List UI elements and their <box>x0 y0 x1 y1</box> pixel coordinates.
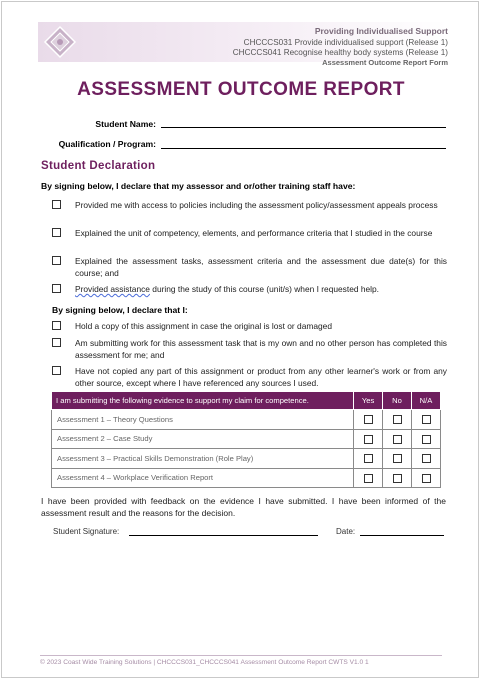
date-label: Date: <box>336 527 356 536</box>
col-na: N/A <box>412 392 441 410</box>
table-header-row <box>52 392 441 410</box>
checkbox[interactable] <box>52 284 61 293</box>
no-checkbox[interactable] <box>393 454 402 463</box>
section-heading: Student Declaration <box>41 160 156 172</box>
date-field[interactable] <box>360 535 444 536</box>
header-unit-title: Providing Individualised Support <box>314 26 448 36</box>
company-logo <box>42 24 78 60</box>
student-name-label: Student Name: <box>95 119 156 129</box>
na-checkbox[interactable] <box>422 435 431 444</box>
yes-checkbox[interactable] <box>364 415 373 424</box>
checkbox[interactable] <box>52 366 61 375</box>
evidence-header: I am submitting the following evidence to support my claim for competence. <box>52 392 354 410</box>
yes-checkbox[interactable] <box>364 435 373 444</box>
declaration-intro-2: By signing below, I declare that I: <box>52 305 188 315</box>
table-row: Assessment 4 – Workplace Verification Report <box>52 468 441 488</box>
header-unit-code-2: CHCCCS041 Recognise healthy body systems (Release 1) <box>232 48 448 57</box>
spellcheck-phrase: Provided assistance <box>75 284 150 294</box>
yes-checkbox[interactable] <box>364 454 373 463</box>
declaration-intro: By signing below, I declare that my assessor and or/other training staff have: <box>41 181 356 191</box>
no-checkbox[interactable] <box>393 474 402 483</box>
checkbox[interactable] <box>52 256 61 265</box>
col-yes: Yes <box>354 392 383 410</box>
signature-label: Student Signature: <box>53 527 120 536</box>
checkbox[interactable] <box>52 321 61 330</box>
table-row: Assessment 3 – Practical Skills Demonstration (Role Play) <box>52 449 441 469</box>
header-form-name: Assessment Outcome Report Form <box>322 58 448 67</box>
footer-divider <box>40 655 442 656</box>
no-checkbox[interactable] <box>393 435 402 444</box>
checkbox[interactable] <box>52 338 61 347</box>
page-title: ASSESSMENT OUTCOME REPORT <box>77 79 405 100</box>
table-row: Assessment 1 – Theory Questions <box>52 410 441 430</box>
feedback-statement: I have been provided with feedback on the evidence I have submitted. I have been informed of the assessment result and the reasons for the decision. <box>41 496 446 518</box>
col-no: No <box>383 392 412 410</box>
header-unit-code-1: CHCCCS031 Provide individualised support (Release 1) <box>243 38 448 47</box>
signature-field[interactable] <box>129 535 318 536</box>
na-checkbox[interactable] <box>422 415 431 424</box>
student-name-field[interactable] <box>161 127 446 128</box>
page-footer: © 2023 Coast Wide Training Solutions | CHCCCS031_CHCCCS041 Assessment Outcome Report CWTS V1.0 1 <box>40 659 369 666</box>
yes-checkbox[interactable] <box>364 474 373 483</box>
no-checkbox[interactable] <box>393 415 402 424</box>
evidence-table <box>51 391 441 488</box>
table-row: Assessment 2 – Case Study <box>52 429 441 449</box>
qualification-field[interactable] <box>161 148 446 149</box>
checkbox[interactable] <box>52 228 61 237</box>
checkbox[interactable] <box>52 200 61 209</box>
na-checkbox[interactable] <box>422 474 431 483</box>
qualification-label: Qualification / Program: <box>58 139 156 149</box>
na-checkbox[interactable] <box>422 454 431 463</box>
